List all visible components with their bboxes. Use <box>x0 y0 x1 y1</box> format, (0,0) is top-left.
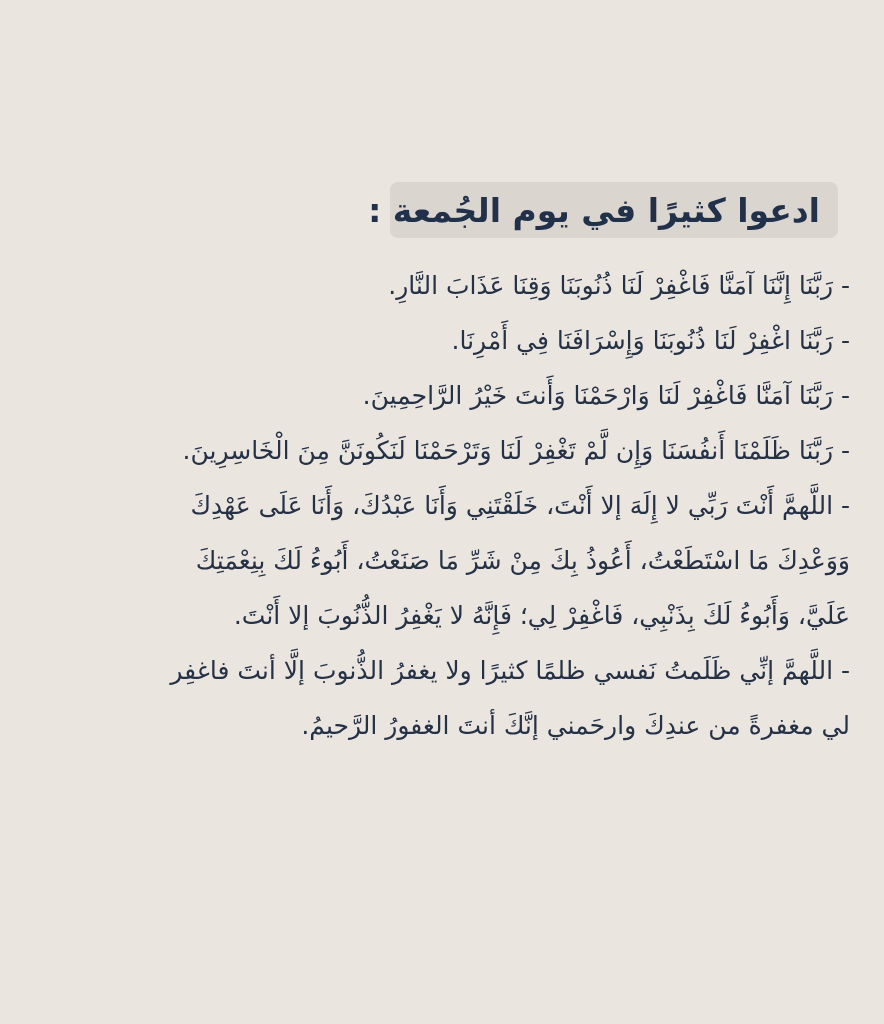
dua-item-6: - اللَّهمَّ إنِّي ظَلَمتُ نَفسي ظلمًا كثيرًا ولا يغفرُ الذُّنوبَ إلَّا أنتَ فاغفِر لي مغفرةً من عندِكَ وارحَمني إنَّكَ أنتَ الغفورُ الرَّحيمُ. <box>170 656 850 740</box>
dua-list <box>150 258 850 753</box>
dua-item-1: - رَبَّنَا إِنَّنَا آمَنَّا فَاغْفِرْ لَنَا ذُنُوبَنَا وَقِنَا عَذَابَ النَّارِ. <box>388 271 850 300</box>
dua-item-2: - رَبَّنَا اغْفِرْ لَنَا ذُنُوبَنَا وَإِسْرَافَنَا فِي أَمْرِنَا. <box>451 326 850 355</box>
dua-item-4: - رَبَّنَا ظَلَمْنَا أَنفُسَنَا وَإِن لَّمْ تَغْفِرْ لَنَا وَتَرْحَمْنَا لَنَكُونَنَّ مِنَ الْخَاسِرِينَ. <box>182 436 850 465</box>
heading-box <box>368 182 838 238</box>
page-title: ادعوا كثيرًا في يوم الجُمعة : <box>368 190 820 230</box>
dua-item-5: - اللَّهمَّ أَنْتَ رَبِّي لا إِلَهَ إلا أَنْتَ، خَلَقْتَنِي وَأَنَا عَبْدُكَ، وَأَنَا عَلَى عَهْدِكَ وَوَعْدِكَ مَا اسْتَطَعْتُ، أَعُوذُ بِكَ مِنْ شَرِّ مَا صَنَعْتُ، أَبُوءُ لَكَ بِنِعْمَتِكَ عَلَيَّ، وَأَبُوءُ لَكَ بِذَنْبِي، فَاغْفِرْ لِي؛ فَإِنَّهُ لا يَغْفِرُ الذُّنُوبَ إلا أَنْتَ. <box>190 491 850 630</box>
dua-item-3: - رَبَّنَا آمَنَّا فَاغْفِرْ لَنَا وَارْحَمْنَا وَأَنتَ خَيْرُ الرَّاحِمِينَ. <box>362 381 850 410</box>
